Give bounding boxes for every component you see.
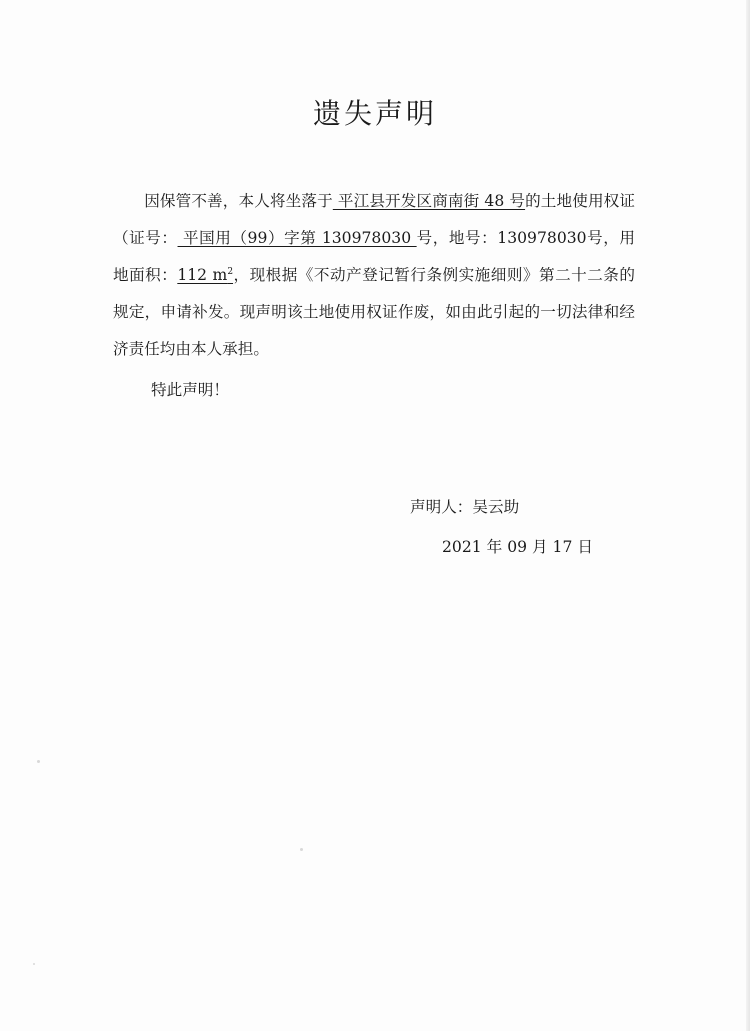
paragraph-text-1: 因保管不善，本人将坐落于	[144, 192, 333, 210]
closing-statement: 特此声明！	[151, 381, 229, 399]
scan-speck	[300, 848, 303, 851]
land-area	[177, 266, 233, 284]
scan-speck	[37, 760, 40, 763]
declarant-signature: 声明人：吴云助	[410, 498, 520, 516]
declaration-body	[113, 183, 635, 368]
declaration-date: 2021 年 09 月 17 日	[442, 538, 593, 556]
scan-speck	[33, 963, 35, 965]
paragraph-text-4: ，现根据《不动产登记暂行条例实施细则》第二十二条的规定，申请补发。现声明该土地使用权证作废，如由此引起的一切法律和经济责任均由本人承担。	[113, 266, 635, 358]
land-area-value: 112 m	[177, 266, 228, 284]
declaration-paragraph	[113, 183, 635, 368]
document-title: 遗失声明	[312, 97, 437, 130]
land-area-unit-superscript: 2	[227, 266, 234, 277]
property-location: 平江县开发区商南街 48 号	[332, 192, 526, 210]
paragraph-text-3: 号，地号：130978030号，用地面积：	[113, 229, 635, 284]
certificate-number: 平国用（99）字第 130978030	[177, 229, 417, 247]
paper-edge	[746, 0, 750, 1031]
paragraph-text-2: 的土地使用权证（证号：	[113, 192, 635, 247]
